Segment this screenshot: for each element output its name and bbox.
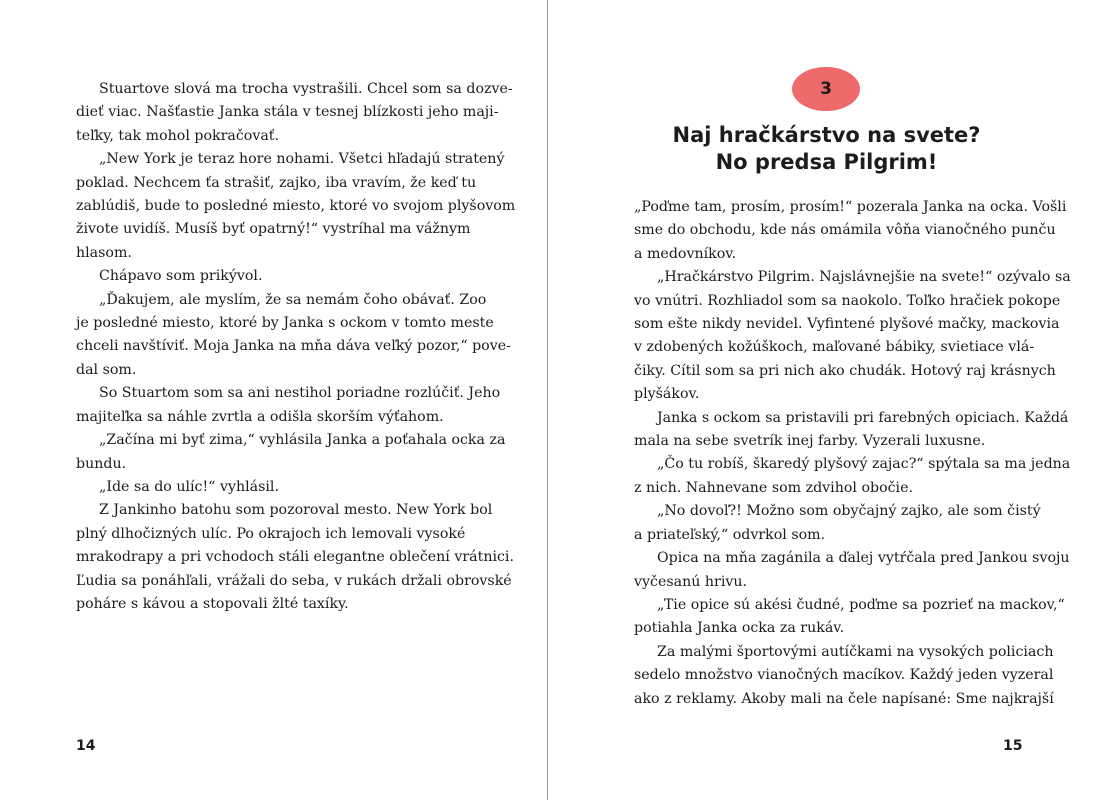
text-line: So Stuartom som sa ani nestihol poriadne rozlúčiť. Jeho xyxy=(99,385,501,402)
chapter-title xyxy=(609,122,1044,176)
text-line: „Ide sa do ulíc!“ vyhlásil. xyxy=(99,478,279,495)
chapter-number: 3 xyxy=(820,79,832,99)
left-page-number: 14 xyxy=(76,738,96,754)
text-line: plyšákov. xyxy=(634,386,700,403)
text-line: potiahla Janka ocka za rukáv. xyxy=(634,620,845,637)
text-line: poháre s kávou a stopovali žlté taxíky. xyxy=(76,595,349,612)
chapter-number-badge xyxy=(792,67,860,111)
text-line: sedelo množstvo vianočných macíkov. Každý jeden vyzeral xyxy=(634,667,1054,684)
text-line: „Tie opice sú akési čudné, poďme sa pozrieť na mackov,“ xyxy=(657,596,1065,613)
text-line: a priateľský,“ odvrkol som. xyxy=(634,526,826,543)
text-line: zablúdiš, bude to posledné miesto, ktoré vo svojom plyšovom xyxy=(76,198,516,215)
text-line: „Začína mi byť zima,“ vyhlásila Janka a poťahala ocka za xyxy=(99,432,506,449)
chapter-title-line-1: Naj hračkárstvo na svete? xyxy=(672,123,981,147)
text-line: čiky. Cítil som sa pri nich ako chudák. Hotový raj krásnych xyxy=(634,362,1056,379)
text-line: v zdobených kožúškoch, maľované bábiky, svietiace vlá- xyxy=(634,339,1035,356)
text-line: „New York je teraz hore nohami. Všetci hľadajú stratený xyxy=(99,151,505,168)
text-line: je posledné miesto, ktoré by Janka s ockom v tomto meste xyxy=(76,315,494,332)
text-line: mrakodrapy a pri vchodoch stáli elegantne oblečení vrátnici. xyxy=(76,549,514,566)
text-line: Z Jankinho batohu som pozoroval mesto. New York bol xyxy=(99,502,493,519)
text-line: a medovníkov. xyxy=(634,245,737,262)
text-line: dal som. xyxy=(76,361,137,378)
text-line: poklad. Nechcem ťa strašiť, zajko, iba vravím, že keď tu xyxy=(76,174,477,191)
book-gutter xyxy=(547,0,548,800)
text-line: dieť viac. Našťastie Janka stála v tesnej blízkosti jeho maji- xyxy=(76,104,499,121)
text-line: ako z reklamy. Akoby mali na čele napísané: Sme najkrajší xyxy=(634,690,1054,707)
text-line: Za malými športovými autíčkami na vysokých policiach xyxy=(657,643,1054,660)
text-line: teľky, tak mohol pokračovať. xyxy=(76,127,280,144)
text-line: mala na sebe svetrík inej farby. Vyzerali luxusne. xyxy=(634,433,986,450)
text-line: „Poďme tam, prosím, prosím!“ pozerala Janka na ocka. Vošli xyxy=(634,199,1067,215)
text-line: „Čo tu robíš, škaredý plyšový zajac?“ spýtala sa ma jedna xyxy=(657,456,1071,473)
text-line: živote uvidíš. Musíš byť opatrný!“ vystríhal ma vážnym xyxy=(76,221,471,238)
right-page xyxy=(549,0,1095,800)
text-line: z nich. Nahnevane som zdvihol obočie. xyxy=(634,479,913,496)
text-line: vo vnútri. Rozhliadol som sa naokolo. Toľko hračiek pokope xyxy=(634,292,1061,309)
text-line: Janka s ockom sa pristavili pri farebných opiciach. Každá xyxy=(657,409,1069,426)
text-line: bundu. xyxy=(76,455,127,472)
text-line: vyčesanú hrivu. xyxy=(634,573,748,590)
text-line: „Hračkárstvo Pilgrim. Najslávnejšie na svete!“ ozývalo sa xyxy=(657,269,1071,286)
text-line: hlasom. xyxy=(76,244,132,261)
text-line: Ľudia sa ponáhľali, vrážali do seba, v rukách držali obrovské xyxy=(76,572,512,589)
left-page-body xyxy=(76,78,516,616)
text-line: Chápavo som prikývol. xyxy=(99,268,263,285)
text-line: sme do obchodu, kde nás omámila vôňa vianočného punču xyxy=(634,222,1056,239)
text-line: Opica na mňa zagánila a ďalej vytŕčala pred Jankou svoju xyxy=(657,550,1070,567)
text-line: Stuartove slová ma trocha vystrašili. Chcel som sa dozve- xyxy=(99,81,513,97)
chapter-title-line-2: No predsa Pilgrim! xyxy=(715,150,938,174)
text-line: som ešte nikdy nevidel. Vyfintené plyšové mačky, mackovia xyxy=(634,316,1060,333)
right-page-body xyxy=(634,196,1071,711)
text-line: „No dovoľ?! Možno som obyčajný zajko, ale som čistý xyxy=(657,503,1041,520)
right-page-number: 15 xyxy=(1003,738,1023,754)
text-line: majiteľka sa náhle zvrtla a odišla skorším výťahom. xyxy=(76,408,444,425)
text-line: plný dlhočizných ulíc. Po okrajoch ich lemovali vysoké xyxy=(76,525,466,542)
text-line: chceli navštíviť. Moja Janka na mňa dáva veľký pozor,“ pove- xyxy=(76,338,511,355)
text-line: „Ďakujem, ale myslím, že sa nemám čoho obávať. Zoo xyxy=(99,291,487,308)
